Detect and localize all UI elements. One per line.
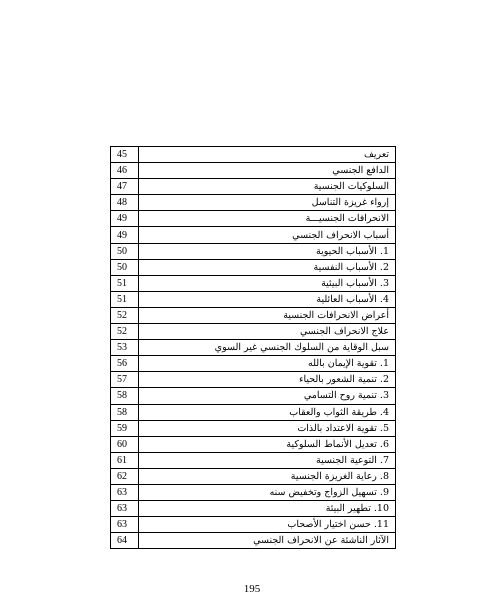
toc-row: [111, 259, 396, 275]
toc-entry-title: علاج الانحراف الجنسي: [139, 324, 396, 340]
toc-entry-title: السلوكيات الجنسية: [139, 179, 396, 195]
toc-entry-title: 5. تقوية الاعتداد بالذات: [139, 420, 396, 436]
table-of-contents: [110, 146, 396, 549]
toc-page-number: 63: [111, 501, 139, 517]
toc-row: [111, 372, 396, 388]
toc-page-number: 57: [111, 372, 139, 388]
toc-body: [111, 147, 396, 549]
toc-row: [111, 195, 396, 211]
toc-page-number: 49: [111, 211, 139, 227]
toc-entry-title: 2. تنمية الشعور بالحياء: [139, 372, 396, 388]
toc-entry-title: سبل الوقاية من السلوك الجنسي غير السوي: [139, 340, 396, 356]
toc-entry-title: 2. الأسباب النفسية: [139, 259, 396, 275]
toc-entry-title: 11. حسن اختيار الأصحاب: [139, 517, 396, 533]
toc-page-number: 51: [111, 291, 139, 307]
toc-page-number: 49: [111, 227, 139, 243]
toc-row: [111, 436, 396, 452]
toc-entry-title: 1. الأسباب الحيوية: [139, 243, 396, 259]
toc-page-number: 56: [111, 356, 139, 372]
toc-row: [111, 452, 396, 468]
toc-row: [111, 388, 396, 404]
toc-page-number: 45: [111, 147, 139, 163]
toc-entry-title: أعراض الانحرافات الجنسية: [139, 307, 396, 323]
toc-row: [111, 163, 396, 179]
toc-page-number: 50: [111, 259, 139, 275]
toc-row: [111, 404, 396, 420]
toc-row: [111, 179, 396, 195]
toc-row: [111, 501, 396, 517]
toc-row: [111, 243, 396, 259]
toc-row: [111, 468, 396, 484]
toc-row: [111, 517, 396, 533]
toc-row: [111, 275, 396, 291]
toc-page-number: 47: [111, 179, 139, 195]
toc-entry-title: تعريف: [139, 147, 396, 163]
toc-entry-title: 9. تسهيل الزواج وتخفيض سنه: [139, 484, 396, 500]
toc-entry-title: 4. طريقة الثواب والعقاب: [139, 404, 396, 420]
toc-page-number: 61: [111, 452, 139, 468]
toc-entry-title: الانحرافات الجنسيـــة: [139, 211, 396, 227]
toc-entry-title: الدافع الجنسي: [139, 163, 396, 179]
toc-entry-title: إرواء غريزة التناسل: [139, 195, 396, 211]
toc-page-number: 63: [111, 484, 139, 500]
toc-entry-title: 7. التوعية الجنسية: [139, 452, 396, 468]
toc-page-number: 59: [111, 420, 139, 436]
toc-page-number: 58: [111, 388, 139, 404]
toc-row: [111, 147, 396, 163]
toc-row: [111, 211, 396, 227]
toc-row: [111, 291, 396, 307]
toc-entry-title: 10. تطهير البيئة: [139, 501, 396, 517]
toc-row: [111, 420, 396, 436]
toc-entry-title: 4. الأسباب العائلية: [139, 291, 396, 307]
toc-page-number: 46: [111, 163, 139, 179]
toc-entry-title: أسباب الانحراف الجنسي: [139, 227, 396, 243]
toc-page-number: 63: [111, 517, 139, 533]
toc-page-number: 52: [111, 307, 139, 323]
toc-row: [111, 324, 396, 340]
toc-entry-title: الآثار الناشئة عن الانحراف الجنسي: [139, 533, 396, 549]
toc-page-number: 48: [111, 195, 139, 211]
toc-page-number: 62: [111, 468, 139, 484]
toc-entry-title: 6. تعديل الأنماط السلوكية: [139, 436, 396, 452]
toc-row: [111, 356, 396, 372]
toc-row: [111, 307, 396, 323]
toc-page-number: 51: [111, 275, 139, 291]
toc-row: [111, 227, 396, 243]
page-number: 195: [243, 583, 261, 595]
toc-page-number: 53: [111, 340, 139, 356]
toc-page-number: 50: [111, 243, 139, 259]
toc-page-number: 52: [111, 324, 139, 340]
toc-page-number: 58: [111, 404, 139, 420]
toc-entry-title: 8. رعاية الغريزة الجنسية: [139, 468, 396, 484]
toc-page-number: 60: [111, 436, 139, 452]
toc-page-number: 64: [111, 533, 139, 549]
toc-row: [111, 533, 396, 549]
toc-row: [111, 340, 396, 356]
toc-entry-title: 3. تنمية روح التسامي: [139, 388, 396, 404]
toc-row: [111, 484, 396, 500]
toc-entry-title: 1. تقوية الإيمان بالله: [139, 356, 396, 372]
toc-entry-title: 3. الأسباب البيئية: [139, 275, 396, 291]
